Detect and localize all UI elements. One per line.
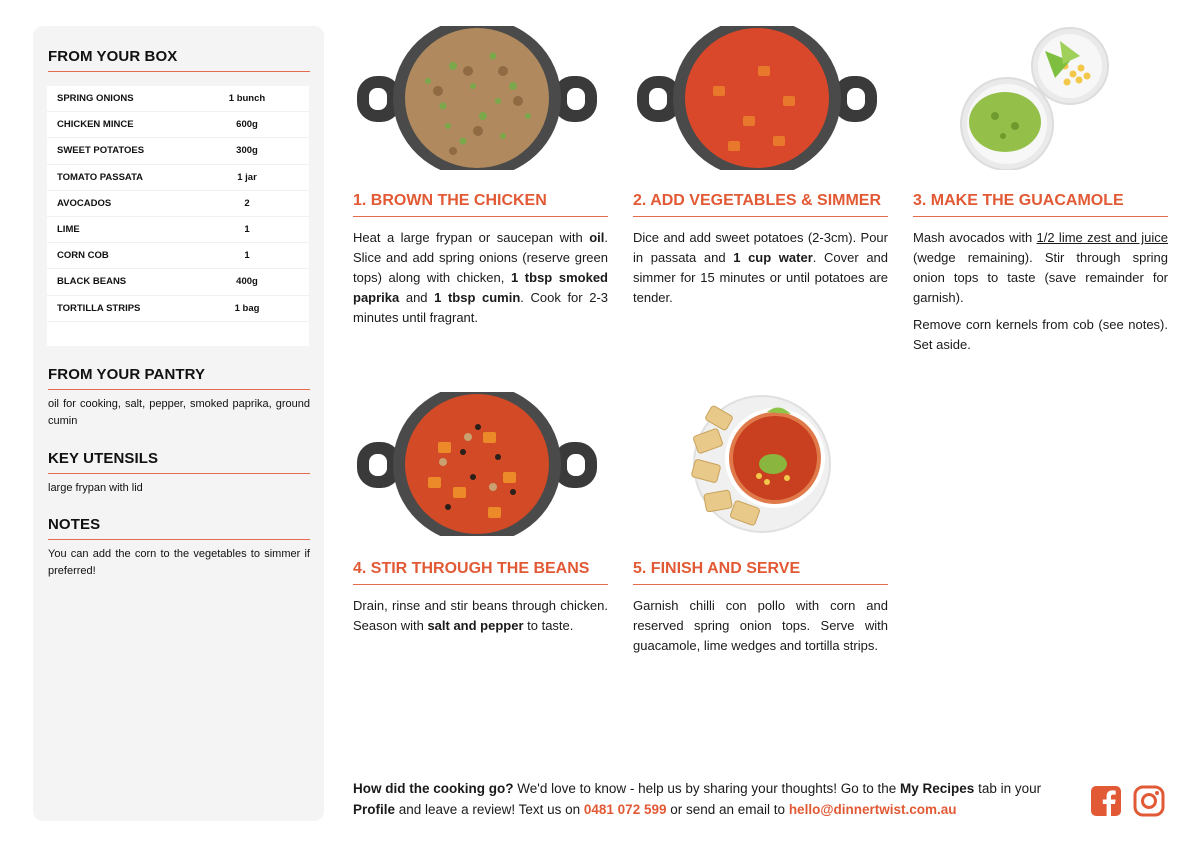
step-4-heading: 4. STIR THROUGH THE BEANS <box>353 560 608 585</box>
step-1-photo <box>353 26 601 170</box>
step-3-heading: 3. MAKE THE GUACAMOLE <box>913 192 1168 217</box>
ingredient-row <box>47 269 309 295</box>
utensils-text: large frypan with lid <box>48 482 143 494</box>
notes-text: You can add the corn to the vegetables to simmer if preferred! <box>48 548 310 577</box>
step-5-text: Garnish chilli con pollo with corn and reserved spring onion tops. Serve with guacamole, lime wedges and tortilla strips. <box>633 598 888 653</box>
ingredient-row <box>47 243 309 269</box>
ingredient-name: LIME <box>57 224 80 236</box>
ingredient-qty: 2 <box>244 197 250 209</box>
ingredient-name: CHICKEN MINCE <box>57 119 134 131</box>
step-5-heading: 5. FINISH AND SERVE <box>633 560 888 585</box>
ingredient-name: AVOCADOS <box>57 197 112 209</box>
step-3-photo <box>955 26 1115 170</box>
step-2-heading: 2. ADD VEGETABLES & SIMMER <box>633 192 888 217</box>
ingredient-row <box>47 217 309 243</box>
ingredient-row <box>47 112 309 138</box>
ingredient-name: TORTILLA STRIPS <box>57 302 141 314</box>
ingredient-row <box>47 165 309 191</box>
ingredient-row <box>47 138 309 164</box>
step-4-text: Drain, rinse and stir beans through chicken. Season with salt and pepper to taste. <box>353 598 608 633</box>
ingredient-name: SPRING ONIONS <box>57 93 134 105</box>
step-1-text: Heat a large frypan or saucepan with oil. Slice and add spring onions (reserve green tops) along with chicken, 1 tbsp smoked paprika and 1 tbsp cumin. Cook for 2-3 minutes until fragrant. <box>353 230 608 325</box>
ingredient-name: BLACK BEANS <box>57 276 127 288</box>
ingredient-qty: 1 <box>244 224 250 236</box>
ingredient-qty: 1 bunch <box>228 93 266 105</box>
ingredient-name: TOMATO PASSATA <box>57 171 144 183</box>
ingredient-qty: 400g <box>236 276 258 288</box>
step-1-heading: 1. BROWN THE CHICKEN <box>353 192 608 217</box>
step-4-photo <box>353 392 601 536</box>
email-link[interactable]: hello@dinnertwist.com.au <box>788 802 957 817</box>
ingredient-row <box>47 296 309 322</box>
phone-link[interactable]: 0481 072 599 <box>583 802 667 817</box>
step-3-text: Mash avocados with 1/2 lime zest and juice (wedge remaining). Stir through spring onion tops to taste (save remainder for garnish). <box>913 230 1168 305</box>
ingredient-row <box>47 86 309 112</box>
from-your-box-heading: FROM YOUR BOX <box>48 48 310 72</box>
ingredient-qty: 300g <box>236 145 258 157</box>
feedback-footer: How did the cooking go? We'd love to know - help us by sharing your thoughts! Go to the My Recipes tab in your Profile and leave a review! Text us on 0481 072 599 or send an email to hello@dinnertwist.com.au <box>353 781 1042 817</box>
ingredient-name: SWEET POTATOES <box>57 145 145 157</box>
ingredient-qty: 600g <box>236 119 258 131</box>
notes-heading: NOTES <box>48 516 310 540</box>
ingredient-qty: 1 bag <box>234 302 260 314</box>
step-5-photo <box>687 392 833 536</box>
ingredients-sidebar <box>33 26 324 821</box>
ingredient-name: CORN COB <box>57 250 109 262</box>
step-2-photo <box>633 26 881 170</box>
pantry-heading: FROM YOUR PANTRY <box>48 366 310 390</box>
facebook-icon[interactable] <box>1090 785 1122 817</box>
ingredient-qty: 1 <box>244 250 250 262</box>
step-3-text-2: Remove corn kernels from cob (see notes). Set aside. <box>913 317 1168 352</box>
step-2-text: Dice and add sweet potatoes (2-3cm). Pour in passata and 1 cup water. Cover and simmer for 15 minutes or until potatoes are tender. <box>633 230 889 305</box>
utensils-heading: KEY UTENSILS <box>48 450 310 474</box>
ingredients-table <box>47 86 309 346</box>
pantry-text: oil for cooking, salt, pepper, smoked paprika, ground cumin <box>48 398 310 427</box>
ingredient-row <box>47 191 309 217</box>
instagram-icon[interactable] <box>1133 785 1165 817</box>
ingredient-qty: 1 jar <box>237 171 257 183</box>
